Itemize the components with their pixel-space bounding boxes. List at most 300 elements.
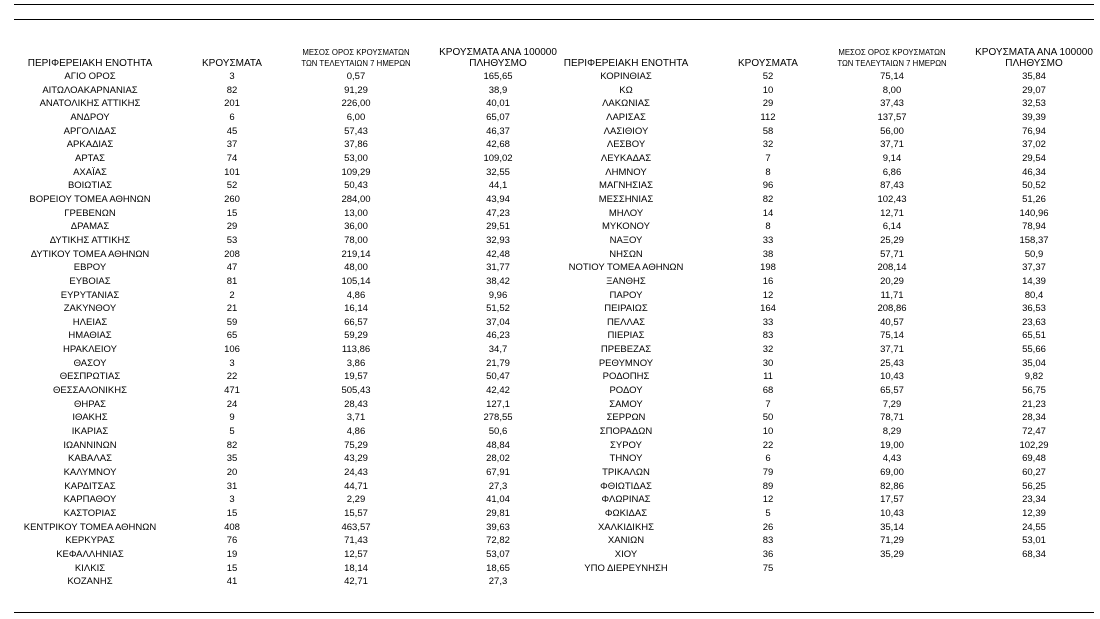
region-cell: ΚΩ [619,84,633,96]
per-100k-cell: 9,96 [488,289,508,301]
cases-cell: 408 [224,521,240,533]
region-cell: ΗΡΑΚΛΕΙΟΥ [63,344,117,356]
header-region: ΠΕΡΙΦΕΡΕΙΑΚΗ ΕΝΟΤΗΤΑ [563,58,689,69]
header-per-line1: ΚΡΟΥΣΜΑΤΑ ΑΝΑ 100000 [975,47,1093,58]
avg-7day-cell: 65,57 [880,385,904,397]
per-100k-cell: 27,3 [488,480,508,492]
avg-7day-cell: 37,71 [880,139,904,151]
cases-cell: 83 [762,330,774,342]
region-cell: ΚΑΡΔΙΤΣΑΣ [64,480,116,492]
per-100k-cell: 29,51 [486,221,510,233]
per-100k-cell: 35,04 [1022,357,1046,369]
table-row [16,384,564,398]
table-row [552,425,1100,439]
cases-cell: 471 [224,385,240,397]
avg-7day-cell: 208,86 [877,303,907,315]
cases-cell: 7 [765,398,771,410]
per-100k-cell: 24,55 [1022,521,1046,533]
cases-cell: 76 [226,535,238,547]
region-cell: ΙΚΑΡΙΑΣ [71,426,109,438]
cases-cell: 15 [226,508,238,519]
table-row [552,466,1100,480]
per-100k-cell: 35,84 [1022,71,1046,82]
cases-cell: 53 [226,234,238,246]
cases-cell: 82 [762,193,774,205]
per-100k-cell: 127,1 [486,398,510,410]
region-cell: ΘΗΡΑΣ [73,398,107,410]
region-cell: ΛΑΣΙΘΙΟΥ [603,125,649,137]
per-100k-cell: 56,25 [1022,480,1046,492]
per-100k-cell: 53,07 [486,548,510,560]
per-100k-cell: 32,93 [486,234,510,246]
cases-cell: 58 [762,125,774,137]
avg-7day-cell: 59,29 [344,330,368,342]
avg-7day-cell: 16,14 [344,303,368,315]
table-row [552,343,1100,357]
region-cell: ΦΘΙΩΤΙΔΑΣ [600,480,652,492]
table-row [16,261,564,275]
per-100k-cell: 72,47 [1022,426,1046,438]
cases-cell: 52 [762,71,774,82]
avg-7day-cell: 78,71 [880,412,904,424]
table-row [552,220,1100,234]
region-cell: ΜΕΣΣΗΝΙΑΣ [598,193,654,205]
cases-cell: 22 [226,371,238,383]
avg-7day-cell: 66,57 [344,316,368,328]
region-cell: ΛΕΣΒΟΥ [606,139,646,151]
cases-cell: 45 [226,125,238,137]
table-row [16,480,564,494]
region-cell: ΠΑΡΟΥ [609,289,643,301]
cases-cell: 8 [765,221,771,233]
per-100k-cell: 37,37 [1022,262,1046,274]
header-per-100k [960,47,1100,69]
table-row [552,275,1100,289]
per-100k-cell: 44,1 [488,180,508,192]
table-row [552,97,1100,111]
per-100k-cell: 46,37 [486,125,510,137]
table-row [16,425,564,439]
per-100k-cell: 37,02 [1022,139,1046,151]
region-cell: ΦΛΩΡΙΝΑΣ [601,494,651,506]
region-cell: ΤΡΙΚΑΛΩΝ [602,467,650,479]
table-row [16,370,564,384]
per-100k-cell: 12,39 [1022,508,1046,519]
avg-7day-cell: 75,29 [344,439,368,451]
table-row [552,193,1100,207]
cases-cell: 38 [762,248,774,260]
cases-cell: 198 [760,262,776,274]
cases-cell: 3 [229,357,235,369]
table-row [552,562,1100,576]
top-rule-thin [14,4,1094,5]
region-cell: ΕΥΡΥΤΑΝΙΑΣ [60,289,120,301]
cases-cell: 65 [226,330,238,342]
per-100k-cell: 29,07 [1022,84,1046,96]
cases-cell: 21 [226,303,238,315]
table-row [16,111,564,125]
avg-7day-cell: 6,14 [882,221,902,233]
region-cell: ΙΩΑΝΝΙΝΩΝ [63,439,117,451]
table-row [552,493,1100,507]
per-100k-cell: 53,01 [1022,535,1046,547]
cases-cell: 52 [226,180,238,192]
per-100k-cell: 31,77 [486,262,510,274]
table-row [16,562,564,576]
cases-cell: 106 [224,344,240,356]
cases-cell: 5 [229,426,235,438]
header-avg-line2: ΤΩΝ ΤΕΛΕΥΤΑΙΩΝ 7 ΗΜΕΡΩΝ [301,59,411,68]
region-cell: ΑΡΓΟΛΙΔΑΣ [63,125,117,137]
table-row [16,398,564,412]
region-cell: ΚΙΛΚΙΣ [74,562,106,574]
cases-cell: 81 [226,275,238,287]
avg-7day-cell: 8,29 [882,426,902,438]
table-row [16,439,564,453]
avg-7day-cell: 75,14 [880,330,904,342]
region-cell: ΜΥΚΟΝΟΥ [602,221,650,233]
header-cases: ΚΡΟΥΣΜΑΤΑ [738,58,798,69]
per-100k-cell: 51,52 [486,303,510,315]
cases-cell: 74 [226,152,238,164]
table-row [552,179,1100,193]
cases-cell: 15 [226,207,238,219]
region-cell: ΚΑΛΥΜΝΟΥ [63,467,117,479]
per-100k-cell: 40,01 [486,98,510,110]
per-100k-cell: 42,48 [486,248,510,260]
cases-cell: 7 [765,152,771,164]
avg-7day-cell: 226,00 [341,98,371,110]
table-row [16,343,564,357]
per-100k-cell: 37,04 [486,316,510,328]
cases-cell: 9 [229,412,235,424]
table-row [552,207,1100,221]
per-100k-cell: 51,26 [1022,193,1046,205]
region-cell: ΡΟΔΟΥ [609,385,643,397]
table-row [16,575,564,589]
per-100k-cell: 140,96 [1019,207,1049,219]
per-100k-cell: 65,51 [1022,330,1046,342]
table-row [16,84,564,98]
table-row [16,452,564,466]
region-cell: ΣΥΡΟΥ [610,439,642,451]
avg-7day-cell: 35,14 [880,521,904,533]
avg-7day-cell: 12,71 [880,207,904,219]
cases-cell: 29 [762,98,774,110]
region-cell: ΕΥΒΟΙΑΣ [69,275,111,287]
header-per-line2: ΠΛΗΘΥΣΜΟ [469,58,527,69]
region-cell: ΠΕΙΡΑΙΩΣ [604,303,648,315]
avg-7day-cell: 37,43 [880,98,904,110]
table-row [16,466,564,480]
table-row [552,261,1100,275]
cases-cell: 32 [762,139,774,151]
region-cell: ΥΠΟ ΔΙΕΡΕΥΝΗΣΗ [584,562,668,574]
table-row [552,111,1100,125]
avg-7day-cell: 57,43 [344,125,368,137]
per-100k-cell: 76,94 [1022,125,1046,137]
region-cell: ΤΗΝΟΥ [609,453,643,465]
avg-7day-cell: 40,57 [880,316,904,328]
cases-cell: 22 [762,439,774,451]
avg-7day-cell: 50,43 [344,180,368,192]
region-cell: ΘΑΣΟΥ [73,357,107,369]
per-100k-cell: 32,55 [486,166,510,178]
per-100k-cell: 9,82 [1024,371,1044,383]
table-row [552,166,1100,180]
table-row [16,193,564,207]
avg-7day-cell: 57,71 [880,248,904,260]
avg-7day-cell: 11,71 [880,289,904,301]
per-100k-cell: 47,23 [486,207,510,219]
avg-7day-cell: 208,14 [877,262,907,274]
avg-7day-cell: 43,29 [344,453,368,465]
cases-cell: 12 [762,494,774,506]
avg-7day-cell: 42,71 [344,576,368,588]
cases-cell: 50 [762,412,774,424]
table-row [552,507,1100,521]
table-row [552,411,1100,425]
table-row [552,439,1100,453]
avg-7day-cell: 102,43 [877,193,907,205]
table-row [552,357,1100,371]
avg-7day-cell: 4,86 [346,289,366,301]
top-rule [14,19,1094,20]
table-row [552,384,1100,398]
per-100k-cell: 67,91 [486,467,510,479]
table-row [16,521,564,535]
table-header-right [552,42,1100,70]
region-cell: ΑΝΑΤΟΛΙΚΗΣ ΑΤΤΙΚΗΣ [39,98,141,110]
table-row [552,152,1100,166]
per-100k-cell: 55,66 [1022,344,1046,356]
cases-cell: 31 [226,480,238,492]
region-cell: ΗΜΑΘΙΑΣ [68,330,112,342]
cases-cell: 79 [762,467,774,479]
region-cell: ΜΗΛΟΥ [608,207,644,219]
table-right [552,42,1100,575]
table-row [16,207,564,221]
cases-cell: 83 [762,535,774,547]
region-cell: ΧΑΛΚΙΔΙΚΗΣ [597,521,655,533]
table-body-right [552,70,1100,575]
cases-cell: 26 [762,521,774,533]
per-100k-cell: 158,37 [1019,234,1049,246]
region-cell: ΠΕΛΛΑΣ [606,316,646,328]
avg-7day-cell: 463,57 [341,521,371,533]
per-100k-cell: 80,4 [1024,289,1044,301]
table-row [552,289,1100,303]
header-avg [296,47,416,69]
table-row [16,534,564,548]
avg-7day-cell: 71,43 [344,535,368,547]
table-row [16,357,564,371]
cases-cell: 41 [226,576,238,588]
region-cell: ΧΑΝΙΩΝ [607,535,645,547]
avg-7day-cell: 20,29 [880,275,904,287]
table-row [16,234,564,248]
table-row [16,411,564,425]
avg-7day-cell: 36,00 [344,221,368,233]
per-100k-cell: 38,42 [486,275,510,287]
avg-7day-cell: 6,00 [346,111,366,123]
region-cell: ΑΧΑΪΑΣ [73,166,107,178]
table-header-left [16,42,564,70]
table-row [16,179,564,193]
region-cell: ΝΗΣΩΝ [609,248,643,260]
region-cell: ΚΕΝΤΡΙΚΟΥ ΤΟΜΕΑ ΑΘΗΝΩΝ [23,521,157,533]
region-cell: ΖΑΚΥΝΘΟΥ [63,303,117,315]
region-cell: ΔΥΤΙΚΟΥ ΤΟΜΕΑ ΑΘΗΝΩΝ [30,248,150,260]
region-cell: ΑΓΙΟ ΟΡΟΣ [64,71,116,82]
per-100k-cell: 78,94 [1022,221,1046,233]
per-100k-cell: 50,6 [488,426,508,438]
cases-cell: 6 [229,111,235,123]
avg-7day-cell: 48,00 [344,262,368,274]
region-cell: ΕΒΡΟΥ [73,262,107,274]
avg-7day-cell: 9,14 [882,152,902,164]
cases-cell: 5 [765,508,771,519]
per-100k-cell: 14,39 [1022,275,1046,287]
region-cell: ΔΡΑΜΑΣ [70,221,110,233]
table-row [552,521,1100,535]
region-cell: ΛΑΡΙΣΑΣ [606,111,646,123]
avg-7day-cell: 19,00 [880,439,904,451]
table-row [552,248,1100,262]
cases-cell: 260 [224,193,240,205]
cases-cell: 33 [762,316,774,328]
cases-cell: 2 [229,289,235,301]
table-row [16,329,564,343]
avg-7day-cell: 137,57 [877,111,907,123]
table-row [16,289,564,303]
table-row [16,138,564,152]
region-cell: ΚΟΡΙΝΘΙΑΣ [600,71,652,82]
table-row [552,370,1100,384]
avg-7day-cell: 10,43 [880,508,904,519]
per-100k-cell: 23,63 [1022,316,1046,328]
table-row [552,125,1100,139]
table-row [16,302,564,316]
avg-7day-cell: 7,29 [882,398,902,410]
per-100k-cell: 21,79 [486,357,510,369]
avg-7day-cell: 35,29 [880,548,904,560]
avg-7day-cell: 284,00 [341,193,371,205]
cases-cell: 24 [226,398,238,410]
cases-cell: 6 [765,453,771,465]
region-cell: ΣΠΟΡΑΔΩΝ [599,426,653,438]
region-cell: ΗΛΕΙΑΣ [72,316,108,328]
avg-7day-cell: 0,57 [346,71,366,82]
region-cell: ΣΕΡΡΩΝ [606,412,646,424]
region-cell: ΒΟΡΕΙΟΥ ΤΟΜΕΑ ΑΘΗΝΩΝ [29,193,151,205]
cases-cell: 201 [224,98,240,110]
avg-7day-cell: 44,71 [344,480,368,492]
table-row [552,534,1100,548]
avg-7day-cell: 69,00 [880,467,904,479]
region-cell: ΘΕΣΠΡΩΤΙΑΣ [59,371,121,383]
region-cell: ΠΡΕΒΕΖΑΣ [600,344,652,356]
avg-7day-cell: 37,86 [344,139,368,151]
avg-7day-cell: 75,14 [880,71,904,82]
per-100k-cell: 65,07 [486,111,510,123]
per-100k-cell: 165,65 [483,71,513,82]
cases-cell: 3 [229,71,235,82]
avg-7day-cell: 91,29 [344,84,368,96]
header-per-100k [424,47,572,69]
region-cell: ΝΑΞΟΥ [609,234,643,246]
avg-7day-cell: 17,57 [880,494,904,506]
region-cell: ΛΗΜΝΟΥ [605,166,647,178]
per-100k-cell: 50,9 [1024,248,1044,260]
per-100k-cell: 56,75 [1022,385,1046,397]
table-row [552,316,1100,330]
cases-cell: 208 [224,248,240,260]
avg-7day-cell: 12,57 [344,548,368,560]
table-row [16,220,564,234]
per-100k-cell: 46,34 [1022,166,1046,178]
avg-7day-cell: 19,57 [344,371,368,383]
table-row [552,234,1100,248]
avg-7day-cell: 113,86 [341,344,371,356]
header-avg-line1: ΜΕΣΟΣ ΟΡΟΣ ΚΡΟΥΣΜΑΤΩΝ [302,48,410,57]
per-100k-cell: 21,23 [1022,398,1046,410]
avg-7day-cell: 6,86 [882,166,902,178]
per-100k-cell: 69,48 [1022,453,1046,465]
cases-cell: 10 [762,84,774,96]
region-cell: ΛΑΚΩΝΙΑΣ [602,98,650,110]
avg-7day-cell: 3,71 [346,412,366,424]
table-row [16,275,564,289]
avg-7day-cell: 4,86 [346,426,366,438]
per-100k-cell: 28,34 [1022,412,1046,424]
avg-7day-cell: 3,86 [346,357,366,369]
avg-7day-cell: 18,14 [344,562,368,574]
avg-7day-cell: 219,14 [341,248,371,260]
region-cell: ΜΑΓΝΗΣΙΑΣ [599,180,653,192]
cases-cell: 36 [762,548,774,560]
bottom-rule [14,612,1094,613]
per-100k-cell: 50,47 [486,371,510,383]
avg-7day-cell: 2,29 [346,494,366,506]
per-100k-cell: 28,02 [486,453,510,465]
table-row [552,70,1100,84]
table-left [16,42,564,589]
cases-cell: 164 [760,303,776,315]
per-100k-cell: 278,55 [483,412,513,424]
cases-cell: 112 [760,111,776,123]
region-cell: ΚΕΦΑΛΛΗΝΙΑΣ [56,548,124,560]
cases-cell: 11 [763,371,773,383]
per-100k-cell: 23,34 [1022,494,1046,506]
region-cell: ΡΕΘΥΜΝΟΥ [598,357,654,369]
cases-cell: 96 [762,180,774,192]
avg-7day-cell: 8,00 [882,84,902,96]
region-cell: ΠΙΕΡΙΑΣ [607,330,645,342]
per-100k-cell: 29,81 [486,508,510,519]
per-100k-cell: 50,52 [1022,180,1046,192]
table-row [16,152,564,166]
region-cell: ΞΑΝΘΗΣ [606,275,646,287]
table-row [16,70,564,84]
per-100k-cell: 18,65 [486,562,510,574]
avg-7day-cell: 37,71 [880,344,904,356]
per-100k-cell: 42,42 [486,385,510,397]
avg-7day-cell: 28,43 [344,398,368,410]
region-cell: ΙΘΑΚΗΣ [72,412,108,424]
region-cell: ΚΕΡΚΥΡΑΣ [65,535,115,547]
per-100k-cell: 32,53 [1022,98,1046,110]
